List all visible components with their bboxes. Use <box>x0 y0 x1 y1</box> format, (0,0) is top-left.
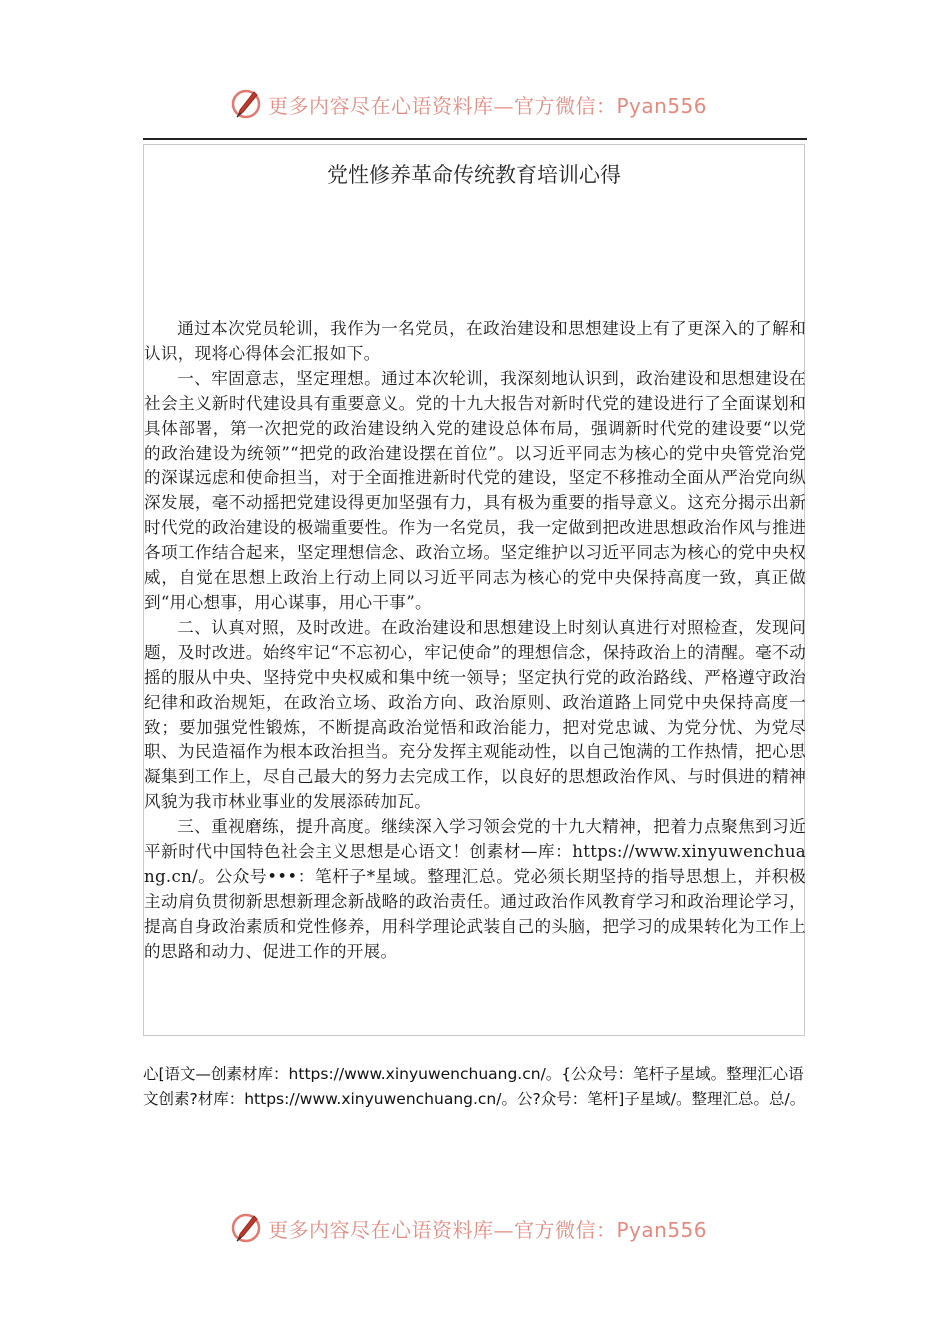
top-banner <box>228 84 707 124</box>
wechat-id: Pyan556 <box>616 1217 708 1242</box>
document-title: 党性修养革命传统教育培训心得 <box>327 163 621 187</box>
header-rule <box>143 138 807 140</box>
footer-note: 心[语文—创素材库：https://www.xinyuwenchuang.cn/。{公众号：笔杆子星域。整理汇心语文创素?材库：https://www.xinyuwenchuang.cn/。公?众号：笔杆]子星域/。整理汇总。总/。 <box>143 1065 806 1108</box>
bottom-banner <box>228 1208 707 1248</box>
paragraph-section-1: 一、牢固意志，坚定理想。通过本次轮训，我深刻地认识到，政治建设和思想建设在社会主义新时代建设具有重要意义。党的十九大报告对新时代党的建设进行了全面谋划和具体部署，第一次把党的政治建设纳入党的建设总体布局，强调新时代党的建设要“以党的政治建设为统领”“把党的政治建设摆在首位”。以习近平同志为核心的党中央管党治党的深谋远虑和使命担当，对于全面推进新时代党的建设，坚定不移推动全面从严治党向纵深发展，毫不动摇把党建设得更加坚强有力，具有极为重要的指导意义。这充分揭示出新时代党的政治建设的极端重要性。作为一名党员，我一定做到把改进思想政治作风与推进各项工作结合起来，坚定理想信念、政治立场。坚定维护以习近平同志为核心的党中央权威，自觉在思想上政治上行动上同以习近平同志为核心的党中央保持高度一致，真正做到“用心想事，用心谋事，用心干事”。 <box>144 368 806 612</box>
banner-text: 更多内容尽在心语资料库—官方微信：Pyan556 <box>268 1217 708 1242</box>
wechat-id: Pyan556 <box>616 93 708 118</box>
quill-logo-icon <box>228 86 264 122</box>
document-box <box>143 144 805 1036</box>
paragraph-intro: 通过本次党员轮训，我作为一名党员，在政治建设和思想建设上有了更深入的了解和认识，现将心得体会汇报如下。 <box>144 319 806 363</box>
quill-logo-icon <box>228 1210 264 1246</box>
paragraph-section-3: 三、重视磨练，提升高度。继续深入学习领会党的十九大精神，把着力点聚焦到习近平新时代中国特色社会主义思想是心语文！创素材—库：https://www.xinyuwenchuang.cn/。公众号•••：笔杆子*星域。整理汇总。党必须长期坚持的指导思想上，并积极主动肩负贯彻新思想新理念新战略的政治责任。通过政治作风教育学习和政治理论学习，提高自身政治素质和党性修养，用科学理论武装自己的头脑，把学习的成果转化为工作上的思路和动力、促进工作的开展。 <box>144 817 806 961</box>
document-body <box>144 317 806 965</box>
banner-text: 更多内容尽在心语资料库—官方微信：Pyan556 <box>268 93 708 118</box>
paragraph-section-2: 二、认真对照，及时改进。在政治建设和思想建设上时刻认真进行对照检查，发现问题，及时改进。始终牢记“不忘初心，牢记使命”的理想信念，保持政治上的清醒。毫不动摇的服从中央、坚持党中央权威和集中统一领导；坚定执行党的政治路线、严格遵守政治纪律和政治规矩，在政治立场、政治方向、政治原则、政治道路上同党中央保持高度一致；要加强党性锻炼，不断提高政治觉悟和政治能力，把对党忠诚、为党分忧、为党尽职、为民造福作为根本政治担当。充分发挥主观能动性，以自己饱满的工作热情，把心思凝集到工作上，尽自己最大的努力去完成工作，以良好的思想政治作风、与时俱进的精神风貌为我市林业事业的发展添砖加瓦。 <box>144 617 806 812</box>
